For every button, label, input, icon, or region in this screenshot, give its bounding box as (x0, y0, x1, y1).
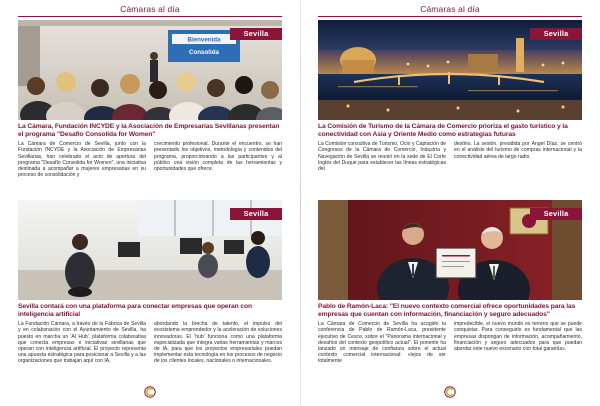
page-spine (300, 0, 301, 406)
audience-head (235, 76, 253, 94)
city-light (562, 106, 565, 109)
audience-head (207, 79, 225, 97)
office-floor (18, 270, 282, 300)
story-body (318, 321, 582, 364)
left-page (18, 0, 282, 406)
audience-head (149, 81, 167, 99)
audience-head (27, 77, 45, 95)
story-headline: La Comisión de Turismo de la Cámara de Comercio prioriza el gasto turístico y la conectividad con Asia y Oriente Medio como estrategias futuras (318, 123, 568, 138)
worker-head (72, 234, 88, 250)
side-door (18, 26, 40, 86)
section-header: Cámaras al día (120, 4, 180, 14)
giralda-tower (516, 38, 524, 72)
body-column-left: La Cámara de Comercio de Sevilla, junto con la Fundación INCYDE y la Asociación de Empresarias Sevillanas, han celebrado el acto de apertura del programa "Desafío Consolida for Women", una iniciativa destinada a acompañar a mujeres empresarias en su proceso de consolidación y (18, 141, 146, 179)
certificate-line (442, 266, 464, 267)
worker-body (198, 254, 218, 278)
section-header: Cámaras al día (420, 4, 480, 14)
story-ramon-laca (318, 200, 582, 384)
story-body (18, 141, 282, 178)
body-column-right: destino. La sesión, presidida por Ángel Díaz, se centró en el análisis del turismo de compras internacional y la conectividad aérea de largo radio. (454, 141, 582, 160)
city-light (427, 65, 430, 68)
city-light (347, 105, 350, 108)
bridge-pillar (398, 75, 400, 85)
speaker-head (150, 52, 158, 60)
worker-body (246, 246, 270, 278)
necktie (412, 264, 414, 276)
body-column-right: impredecible, el nuevo mundo es terreno que se puede conquistar. Para conseguirlo es fundamental que las empresas dispongan de información, acompañamiento, financiación y seguro adecuados para que puedan abordar este nuevo escenario con total garantía». (454, 321, 582, 352)
river-reflection (338, 86, 418, 87)
story-body (18, 321, 282, 364)
bridge-pillar (448, 72, 450, 84)
location-badge: Sevilla (230, 28, 282, 40)
body-column-left: La Comisión consultiva de Turismo, Ocio y Captación de Congresos de la Cámara de Comercio, Industria y Navegación de Sevilla se reunió en la sede de El Corte Inglés del Duque para establecer las líneas estratégicas del (318, 141, 446, 172)
header-rule (18, 16, 282, 17)
computer-monitor (118, 242, 140, 257)
audience-head (261, 81, 279, 99)
story-photo-city-night (318, 20, 582, 120)
header-rule (318, 16, 582, 17)
window-divider (212, 200, 214, 236)
story-photo-conference (18, 20, 282, 120)
story-headline: La Cámara, Fundación INCYDE y la Asociación de Empresarias Sevillanas presentan el programa "Desafío Consolida for Women" (18, 123, 280, 138)
necktie (493, 266, 495, 278)
lit-building (342, 60, 374, 74)
city-light (542, 64, 545, 67)
story-body (318, 141, 582, 172)
city-light (457, 107, 460, 110)
river-reflection (468, 90, 558, 91)
worker-head (251, 231, 265, 245)
certificate-line (442, 261, 470, 262)
worker-body (65, 252, 95, 292)
foreground-city (318, 100, 582, 120)
body-column-right: crecimiento profesional. Durante el encuentro, se han presentado los objetivos, metodología y contenidos del programa, proporcionando a las participantes y al público una visión completa de las herramientas y oportunidades que ofrece. (154, 141, 282, 172)
city-block (468, 54, 498, 72)
audience-head (176, 72, 196, 92)
bridge-pillar (498, 75, 500, 85)
story-photo-certificate (318, 200, 582, 300)
audience-head (91, 79, 109, 97)
audience-head (56, 72, 76, 92)
camara-logo-icon (144, 386, 156, 398)
city-light (407, 63, 410, 66)
story-photo-office (18, 200, 282, 300)
right-page (318, 0, 582, 406)
city-light (447, 61, 450, 64)
body-column-left: La Cámara de Comercio de Sevilla ha acogido la conferencia de Pablo de Ramón-Laca, presidente ejecutivo de Cesce, sobre el "Panorama internacional y desafíos del contexto geopolítico actual". El ponente ha lanzado un mensaje de confianza sobre el actual contexto comercial internacional: «lejos de ser totalmente (318, 321, 446, 365)
computer-monitor (224, 240, 244, 254)
story-ai-hub (18, 200, 282, 384)
office-chair (68, 287, 92, 297)
body-column-right: abordando la brecha de talento, el impulso del ecosistema emprendedor y la aceleración de soluciones innovadoras. El 'hub' funciona como una plataforma especializada que integra varias herramientas y marcos de IA, para que los proyectos empresariales puedan implementar esta tecnología en los procesos de negocio de los clientes locales, nacionales o internacionales. (154, 321, 282, 365)
story-headline: Pablo de Ramón-Laca: "El nuevo contexto comercial ofrece oportunidades para las empresas que cuentan con información, financiación y seguro adecuados" (318, 303, 576, 318)
computer-monitor (180, 238, 202, 254)
location-badge: Sevilla (230, 208, 282, 220)
ceiling-band (18, 20, 282, 26)
location-badge: Sevilla (530, 28, 582, 40)
location-badge: Sevilla (530, 208, 582, 220)
city-light (387, 109, 390, 112)
certificate-line (442, 255, 470, 257)
audience-head (120, 74, 140, 94)
screen-program-text: Consolida (189, 49, 219, 56)
worker-head (202, 242, 214, 254)
office-desk (52, 258, 148, 264)
story-headline: Sevilla contará con una plataforma para conectar empresas que operan con inteligencia artificial (18, 303, 253, 318)
screen-welcome-text: Bienvenida (187, 36, 221, 44)
body-column-left: La Fundación Cámara, a través de la Fábrica de Sevilla y en colaboración con el Ayuntamiento de Sevilla, ha puesto en marcha un 'AI Hub', plataforma colaborativa que conecta empresas e iniciativas sevillanas que operan con inteligencia artificial. El proyecto representa una apuesta estratégica para posicionar a Sevilla y a las organizaciones que trabajan aquí con IA, (18, 321, 146, 365)
window-divider (174, 200, 176, 236)
award-certificate (436, 248, 476, 278)
story-desafio-consolida (18, 20, 282, 198)
speaker-figure (150, 60, 158, 82)
city-light (562, 62, 565, 65)
city-light (517, 110, 520, 113)
story-comision-turismo (318, 20, 582, 198)
camara-logo-icon (444, 386, 456, 398)
wood-panel (318, 200, 348, 300)
